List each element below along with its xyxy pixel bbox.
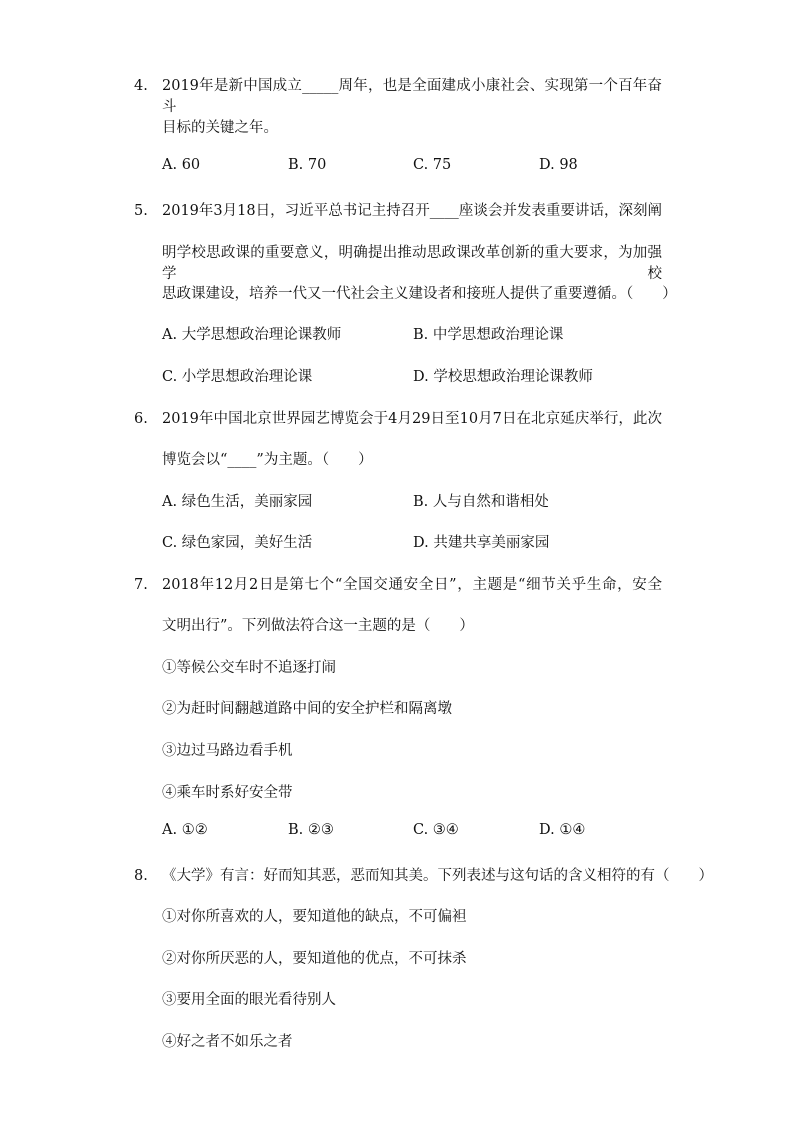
question-text-line: 博览会以“____”为主题。（ ） [162, 452, 373, 468]
question-text-line: 《大学》有言：好而知其恶，恶而知其美。下列表述与这句话的含义相符的有（ ） [162, 868, 713, 884]
question-text-line: 2019年是新中国成立_____周年，也是全面建成小康社会、实现第一个百年奋斗 [162, 78, 662, 115]
question-text-line: 2019年3月18日，习近平总书记主持召开____座谈会并发表重要讲话，深刻阐 [162, 203, 662, 219]
question-number: 4. [134, 78, 148, 94]
statement-item: ②对你所厌恶的人，要知道他的优点，不可抹杀 [162, 951, 467, 967]
option-c: C. 75 [413, 157, 452, 173]
statement-item: ②为赶时间翻越道路中间的安全护栏和隔离墩 [162, 701, 452, 717]
option-a: A. 绿色生活，美丽家园 [162, 494, 313, 510]
option-a: A. 60 [162, 157, 201, 173]
question-text-line: 目标的关键之年。 [162, 120, 278, 136]
option-a: A. 大学思想政治理论课教师 [162, 327, 342, 343]
statement-item: ④好之者不如乐之者 [162, 1034, 293, 1050]
statement-item: ③边过马路边看手机 [162, 743, 293, 759]
question-number: 8. [134, 868, 148, 884]
option-b: B. 人与自然和谐相处 [413, 494, 549, 510]
option-b: B. ②③ [288, 822, 334, 838]
question-text-line: 思政课建设，培养一代又一代社会主义建设者和接班人提供了重要遵循。（ ） [162, 286, 677, 302]
question-number: 6. [134, 411, 148, 427]
statement-item: ①对你所喜欢的人，要知道他的缺点，不可偏袒 [162, 909, 467, 925]
option-b: B. 70 [288, 157, 327, 173]
option-c: C. 小学思想政治理论课 [162, 369, 313, 385]
option-c: C. ③④ [413, 822, 459, 838]
option-d: D. ①④ [539, 822, 586, 838]
question-text-line: 2019年中国北京世界园艺博览会于4月29日至10月7日在北京延庆举行，此次 [162, 411, 662, 427]
option-d: D. 共建共享美丽家园 [413, 535, 550, 551]
question-number: 5. [134, 203, 148, 219]
option-a: A. ①② [162, 822, 208, 838]
question-text-line: 文明出行”。下列做法符合这一主题的是（ ） [162, 618, 474, 634]
option-b: B. 中学思想政治理论课 [413, 327, 564, 343]
option-d: D. 学校思想政治理论课教师 [413, 369, 593, 385]
statement-item: ④乘车时系好安全带 [162, 785, 293, 801]
option-d: D. 98 [539, 157, 578, 173]
question-text-line: 明学校思政课的重要意义，明确提出推动思政课改革创新的重大要求，为加强学校 [162, 245, 662, 282]
statement-item: ①等候公交车时不追逐打闹 [162, 660, 336, 676]
option-c: C. 绿色家园，美好生活 [162, 535, 313, 551]
question-text-line: 2018年12月2日是第七个“全国交通安全日”，主题是“细节关乎生命，安全 [162, 577, 662, 593]
question-number: 7. [134, 577, 148, 593]
statement-item: ③要用全面的眼光看待别人 [162, 992, 336, 1008]
